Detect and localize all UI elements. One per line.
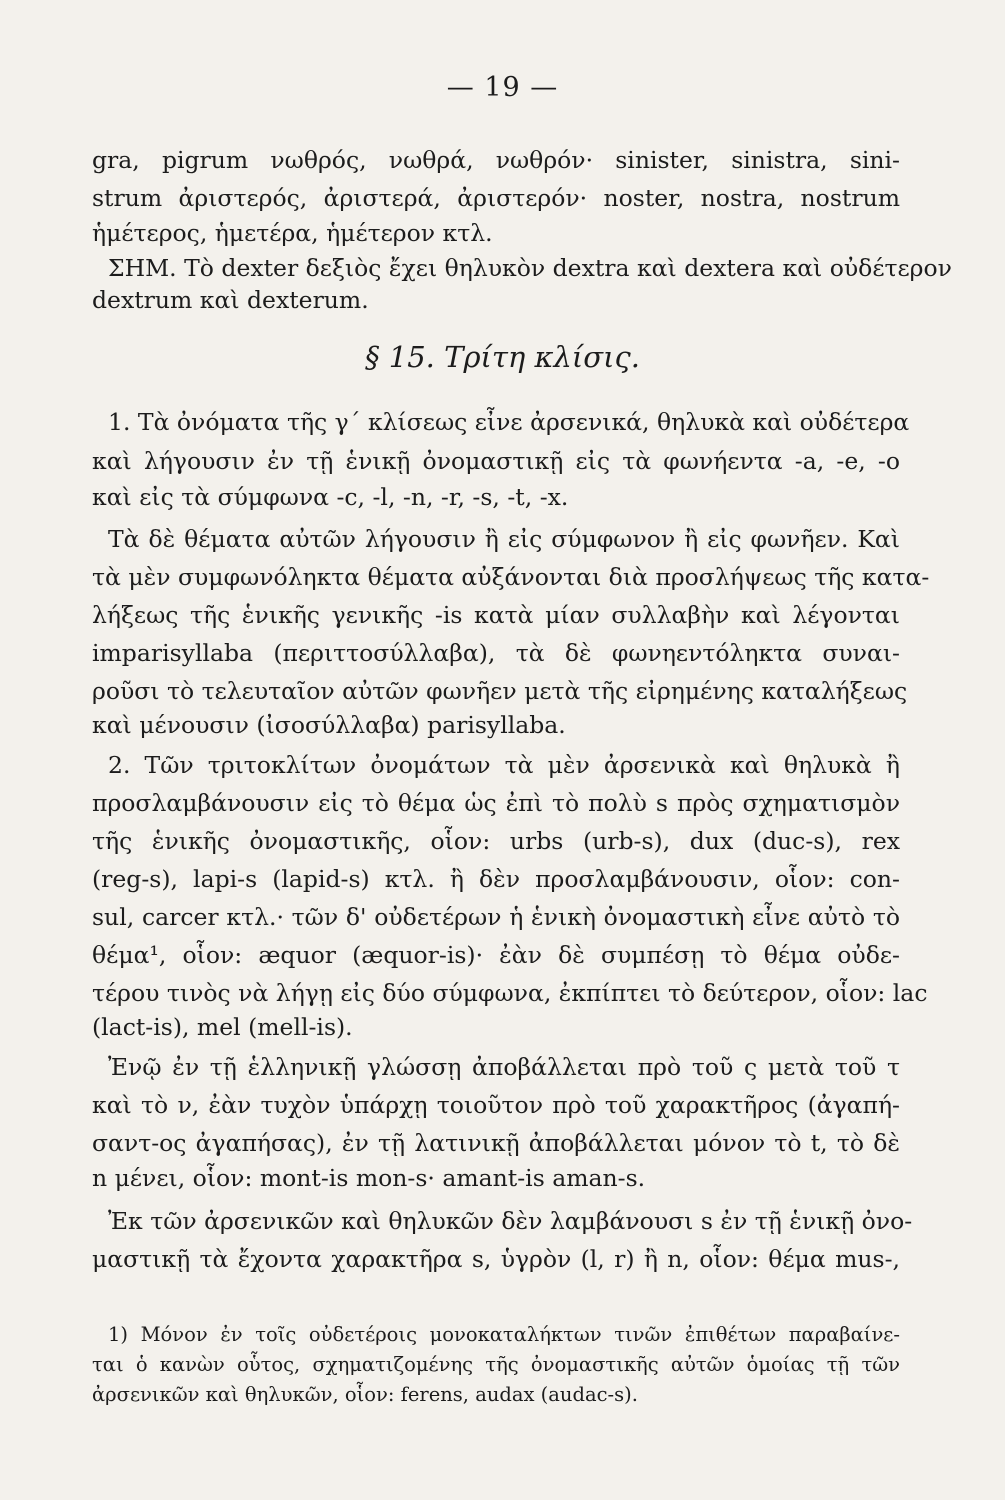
paragraph-line: n μένει, οἷον: mont-is mon-s· amant-is aman-s. [92, 1164, 646, 1192]
paragraph-line: καὶ λήγουσιν ἐν τῇ ἑνικῇ ὀνομαστικῇ εἰς τὰ φωνήεντα -a, -e, -o [92, 447, 900, 475]
paragraph-line: μαστικῇ τὰ ἔχοντα χαρακτῆρα s, ὑγρὸν (l, r) ἢ n, οἷον: θέμα mus-, [92, 1245, 900, 1273]
paragraph-line: καὶ μένουσιν (ἰσοσύλλαβα) parisyllaba. [92, 711, 566, 739]
note-line: ΣΗΜ. Τὸ dexter δεξιὸς ἔχει θηλυκὸν dextra καὶ dextera καὶ οὐδέτερον [108, 254, 952, 282]
paragraph-line: Ἐκ τῶν ἀρσενικῶν καὶ θηλυκῶν δὲν λαμβάνουσι s ἐν τῇ ἑνικῇ ὀνο- [108, 1207, 913, 1235]
text-line: ἡμέτερος, ἡμετέρα, ἡμέτερον κτλ. [92, 219, 493, 247]
footnote-line: ται ὁ κανὼν οὗτος, σχηματιζομένης τῆς ὀνομαστικῆς αὐτῶν ὁμοίας τῇ τῶν [92, 1353, 900, 1376]
paragraph-line: (lact-is), mel (mell-is). [92, 1013, 353, 1041]
paragraph-line: 2. Τῶν τριτοκλίτων ὀνομάτων τὰ μὲν ἀρσενικὰ καὶ θηλυκὰ ἢ [108, 751, 900, 779]
paragraph-line: (reg-s), lapi-s (lapid-s) κτλ. ἢ δὲν προσλαμβάνουσιν, οἷον: con- [92, 865, 900, 893]
paragraph-line: σαντ-ος ἀγαπήσας), ἐν τῇ λατινικῇ ἀποβάλλεται μόνον τὸ t, τὸ δὲ [92, 1129, 900, 1157]
text-line: gra, pigrum νωθρός, νωθρά, νωθρόν· sinister, sinistra, sini- [92, 146, 900, 174]
paragraph-line: sul, carcer κτλ.· τῶν δ' οὐδετέρων ἡ ἑνικὴ ὀνομαστικὴ εἶνε αὐτὸ τὸ [92, 903, 900, 931]
paragraph-line: imparisyllaba (περιττοσύλλαβα), τὰ δὲ φωνηεντόληκτα συναι- [92, 639, 900, 667]
section-heading: § 15. Τρίτη κλίσις. [365, 340, 640, 374]
paragraph-line: θέμα¹, οἷον: æquor (æquor-is)· ἐὰν δὲ συμπέσῃ τὸ θέμα οὐδε- [92, 941, 900, 969]
paragraph-line: καὶ εἰς τὰ σύμφωνα -c, -l, -n, -r, -s, -t, -x. [92, 483, 569, 511]
note-line: dextrum καὶ dexterum. [92, 286, 369, 314]
text-line: strum ἀριστερός, ἀριστερά, ἀριστερόν· noster, nostra, nostrum [92, 184, 900, 212]
paragraph-line: προσλαμβάνουσιν εἰς τὸ θέμα ὡς ἐπὶ τὸ πολὺ s πρὸς σχηματισμὸν [92, 789, 900, 817]
page-number: — 19 — [446, 72, 559, 103]
paragraph-line: ροῦσι τὸ τελευταῖον αὐτῶν φωνῆεν μετὰ τῆς εἰρημένης καταλήξεως [92, 677, 908, 705]
footnote-line: ἀρσενικῶν καὶ θηλυκῶν, οἷον: ferens, audax (audac-s). [92, 1383, 638, 1406]
paragraph-line: λήξεως τῆς ἑνικῆς γενικῆς -is κατὰ μίαν συλλαβὴν καὶ λέγονται [92, 601, 900, 629]
paragraph-line: Ἐνῷ ἐν τῇ ἑλληνικῇ γλώσσῃ ἀποβάλλεται πρὸ τοῦ ς μετὰ τοῦ τ [108, 1053, 900, 1081]
paragraph-line: καὶ τὸ ν, ἐὰν τυχὸν ὑπάρχῃ τοιοῦτον πρὸ τοῦ χαρακτῆρος (ἀγαπή- [92, 1091, 900, 1119]
footnote-line: 1) Μόνον ἐν τοῖς οὐδετέροις μονοκαταλήκτων τινῶν ἐπιθέτων παραβαίνε- [108, 1323, 900, 1346]
paragraph-line: τέρου τινὸς νὰ λήγῃ εἰς δύο σύμφωνα, ἐκπίπτει τὸ δεύτερον, οἷον: lac [92, 979, 928, 1007]
paragraph-line: τῆς ἑνικῆς ὀνομαστικῆς, οἷον: urbs (urb-s), dux (duc-s), rex [92, 827, 900, 855]
paragraph-line: 1. Τὰ ὀνόματα τῆς γ΄ κλίσεως εἶνε ἀρσενικά, θηλυκὰ καὶ οὐδέτερα [108, 408, 910, 436]
paragraph-line: Τὰ δὲ θέματα αὐτῶν λήγουσιν ἢ εἰς σύμφωνον ἢ εἰς φωνῆεν. Καὶ [108, 525, 900, 553]
paragraph-line: τὰ μὲν συμφωνόληκτα θέματα αὐξάνονται διὰ προσλήψεως τῆς κατα- [92, 563, 930, 591]
